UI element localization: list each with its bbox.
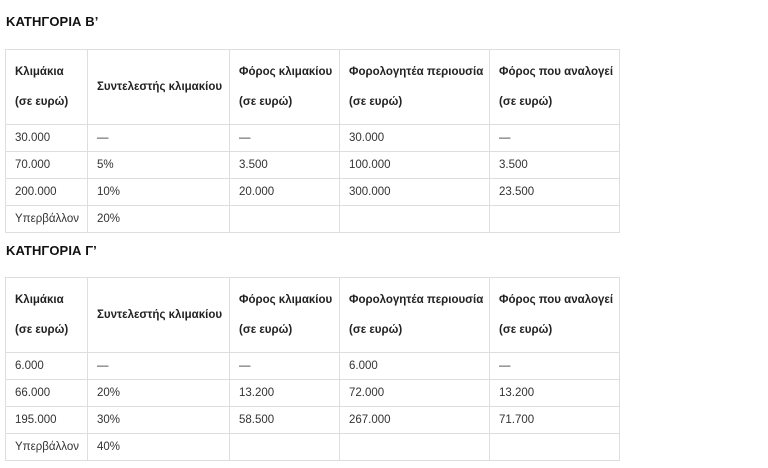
tax-table-b [5,49,620,233]
tax-table-c [5,277,620,461]
table-cell: 23.500 [490,179,620,206]
table-cell: 3.500 [230,152,340,179]
section-title-c: ΚΑΤΗΓΟΡΙΑ Γ’ [6,243,97,258]
table-cell: 20% [88,206,230,233]
table-cell: — [490,353,620,380]
table-cell [340,206,490,233]
table-cell: 72.000 [340,380,490,407]
table-cell: 13.200 [490,380,620,407]
table-cell: — [490,125,620,152]
table-row [6,152,620,179]
header-bracket-tax: Φόρος κλιμακίου (σε ευρώ) [230,278,340,353]
header-brackets: Κλιμάκια (σε ευρώ) [6,50,88,125]
table-header-row [6,278,620,353]
table-row [6,125,620,152]
table-cell: — [88,353,230,380]
table-cell: — [230,353,340,380]
table-cell: 30.000 [6,125,88,152]
table-cell [230,434,340,461]
table-row [6,407,620,434]
table-cell: — [88,125,230,152]
table-cell: 200.000 [6,179,88,206]
table-cell: Υπερβάλλον [6,206,88,233]
header-tax-due: Φόρος που αναλογεί (σε ευρώ) [490,278,620,353]
table-cell: 30% [88,407,230,434]
table-row [6,179,620,206]
header-bracket-tax: Φόρος κλιμακίου (σε ευρώ) [230,50,340,125]
table-cell: 70.000 [6,152,88,179]
header-rate: Συντελεστής κλιμακίου [88,278,230,353]
table-cell [340,434,490,461]
table-cell: 300.000 [340,179,490,206]
table-cell: 195.000 [6,407,88,434]
table-cell: 66.000 [6,380,88,407]
table-cell: 6.000 [340,353,490,380]
table-cell: Υπερβάλλον [6,434,88,461]
header-rate: Συντελεστής κλιμακίου [88,50,230,125]
table-cell: 100.000 [340,152,490,179]
table-cell: 13.200 [230,380,340,407]
table-cell: 58.500 [230,407,340,434]
header-tax-due: Φόρος που αναλογεί (σε ευρώ) [490,50,620,125]
table-cell: 30.000 [340,125,490,152]
table-cell: — [230,125,340,152]
table-cell: 20% [88,380,230,407]
table-row [6,434,620,461]
table-cell: 6.000 [6,353,88,380]
table-cell: 20.000 [230,179,340,206]
table-header-row [6,50,620,125]
table-row [6,353,620,380]
header-brackets: Κλιμάκια (σε ευρώ) [6,278,88,353]
header-taxable-property: Φορολογητέα περιουσία (σε ευρώ) [340,50,490,125]
table-cell [230,206,340,233]
table-cell [490,206,620,233]
table-cell: 267.000 [340,407,490,434]
header-taxable-property: Φορολογητέα περιουσία (σε ευρώ) [340,278,490,353]
table-cell: 5% [88,152,230,179]
table-cell [490,434,620,461]
table-cell: 3.500 [490,152,620,179]
table-cell: 10% [88,179,230,206]
table-cell: 71.700 [490,407,620,434]
table-cell: 40% [88,434,230,461]
section-title-b: ΚΑΤΗΓΟΡΙΑ Β’ [6,14,99,29]
table-row [6,380,620,407]
table-row [6,206,620,233]
